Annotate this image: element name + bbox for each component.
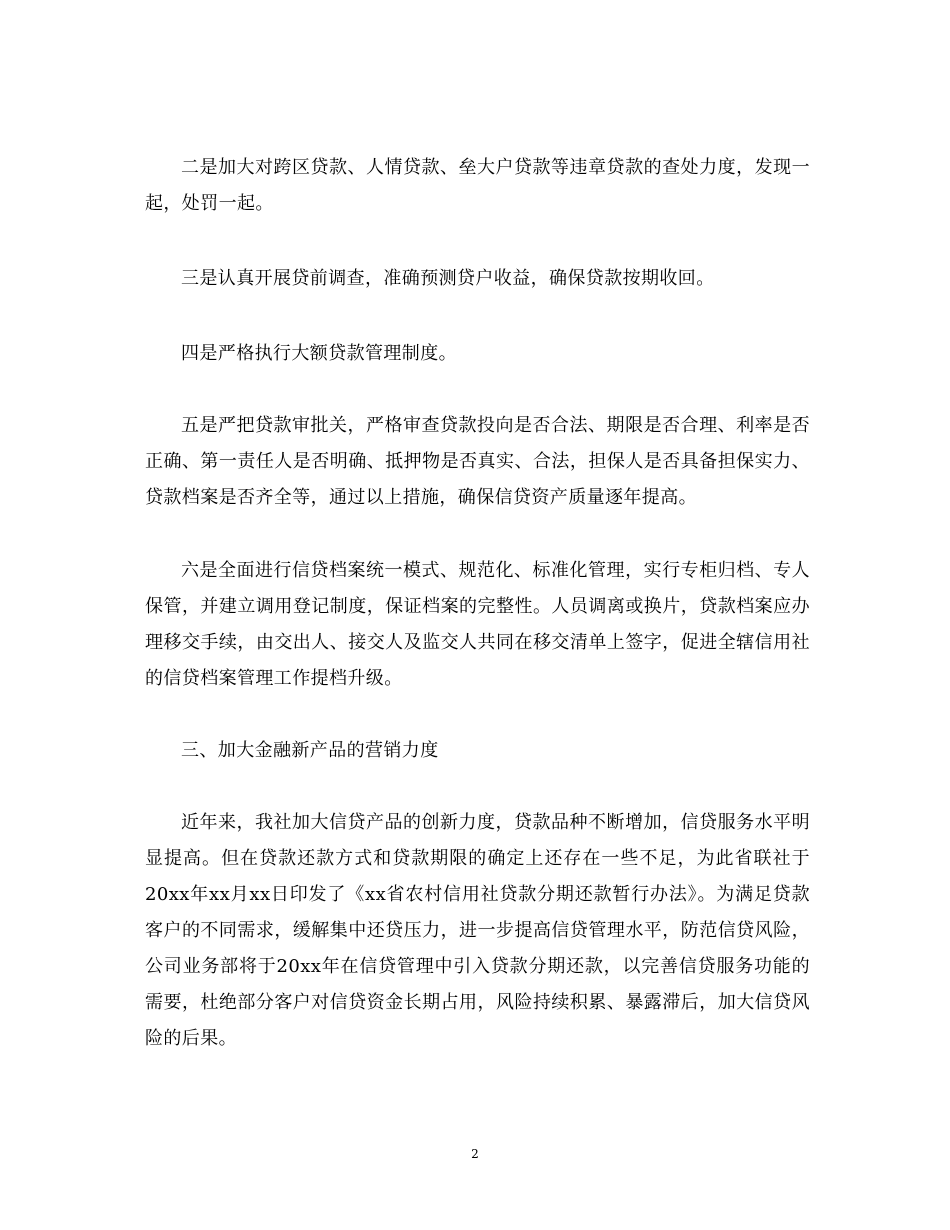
paragraph-enforcement: 二是加大对跨区贷款、人情贷款、垒大户贷款等违章贷款的查处力度，发现一起，处罚一起。: [145, 157, 810, 214]
paragraph-large-loan-management: 四是严格执行大额贷款管理制度。: [181, 343, 457, 364]
paragraph-pre-loan-investigation: 三是认真开展贷前调查，准确预测贷户收益，确保贷款按期收回。: [181, 268, 715, 289]
paragraph-loan-approval: 五是严把贷款审批关，严格审查贷款投向是否合法、期限是否合理、利率是否正确、第一责任人是否明确、抵押物是否真实、合法，担保人是否具备担保实力、贷款档案是否齐全等，通过以上措施，确保信贷资产质量逐年提高。: [145, 415, 810, 508]
paragraph-credit-archives: 六是全面进行信贷档案统一模式、规范化、标准化管理，实行专柜归档、专人保管，并建立调用登记制度，保证档案的完整性。人员调离或换片，贷款档案应办理移交手续，由交出人、接交人及监交人共同在移交清单上签字，促进全辖信用社的信贷档案管理工作提档升级。: [145, 560, 810, 689]
page-number: 2: [471, 1147, 479, 1161]
paragraph-new-products: 近年来，我社加大信贷产品的创新力度，贷款品种不断增加，信贷服务水平明显提高。但在贷款还款方式和贷款期限的确定上还存在一些不足，为此省联社于20xx年xx月xx日印发了《xx省农村信用社贷款分期还款暂行办法》。为满足贷款客户的不同需求，缓解集中还贷压力，进一步提高信贷管理水平，防范信贷风险，公司业务部将于20xx年在信贷管理中引入贷款分期还款，以完善信贷服务功能的需要，杜绝部分客户对信贷资金长期占用，风险持续积累、暴露滞后，加大信贷风险的后果。: [145, 812, 810, 1049]
section-heading: 三、加大金融新产品的营销力度: [181, 740, 439, 761]
